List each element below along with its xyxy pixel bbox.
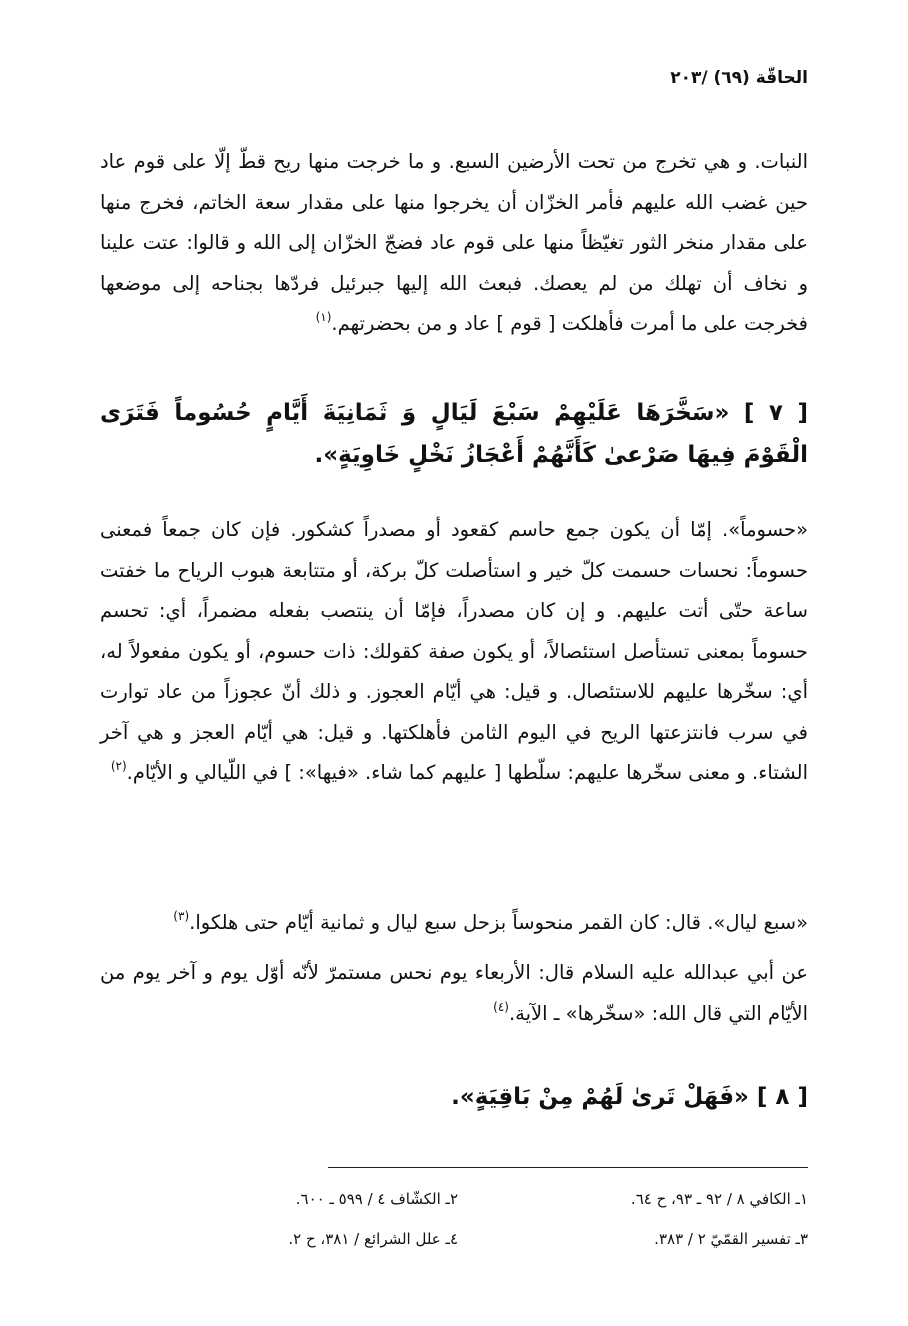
paragraph-husuman: «حسوماً». إمّا أن يكون جمع حاسم كقعود أو مصدراً كشكور. فإن كان جمعاً فمعنى حسوماً: نحسات حسمت كلّ خير و استأصلت كلّ بركة، أو متتابعة هبوب الرياح ما خفتت ساعة حتّى أتت عليهم. و إن كان مصدراً، فإمّا أن ينتصب بفعله مضمراً، أي: تحسم حسوماً بمعنى تستأصل استئصالاً، أو يكون صفة كقولك: ذات حسوم، أو يكون مفعولاً له، أي: سخّرها عليهم للاستئصال. و قيل: هي أيّام العجوز. و ذلك أنّ عجوزاً من عاد توارت في سرب فانتزعتها الريح في اليوم الثامن فأهلكتها. و قيل: هي أيّام العجز و هي آخر الشتاء. و معنى سخّرها عليهم: سلّطها [ عليهم كما شاء. «فيها»: ] في اللّيالي و الأيّام.$^{(٢)}$ bbox=[100, 518, 808, 784]
commentary-sab-layal bbox=[100, 903, 808, 944]
running-header: الحاقّة (٦٩) /٢٠٣ bbox=[670, 68, 808, 88]
footnote-marker: (٤) bbox=[493, 999, 509, 1014]
commentary-husuman bbox=[100, 510, 808, 794]
verse-7: [ ٧ ] «سَخَّرَهَا عَلَيْهِمْ سَبْعَ لَيَالٍ وَ ثَمَانِيَةَ أَيَّامٍ حُسُوماً فَتَرَى الْقَوْمَ فِيهَا صَرْعىٰ كَأَنَّهُمْ أَعْجَازُ نَخْلٍ خَاوِيَةٍ». bbox=[100, 400, 808, 468]
verse-8: [ ٨ ] «فَهَلْ تَرىٰ لَهُمْ مِنْ بَاقِيَةٍ». bbox=[451, 1084, 808, 1110]
footnote-2: ٢ـ الكشّاف ٤ / ٥٩٩ ـ ٦٠٠. bbox=[295, 1190, 458, 1208]
paragraph-continuation: النبات. و هي تخرج من تحت الأرضين السبع. و ما خرجت منها ريح قطّ إلّا على قوم عاد حين غضب الله عليهم فأمر الخزّان أن يخرجوا منها على مقدار سعة الخاتم، فخرج منها على مقدار منخر الثور تغيّظاً منها على قوم عاد فضجّ الخزّان إلى الله و قالوا: عتت علينا و نخاف أن تهلك من لم يعصك. فبعث الله إليها جبرئيل فردّها بجناحه إلى موضعها فخرجت على ما أمرت فأهلكت [ قوم ] عاد و من بحضرتهم.$^{(١)}$ bbox=[100, 150, 808, 335]
hadith-arbiaa bbox=[100, 953, 808, 1034]
body-text bbox=[100, 142, 808, 345]
paragraph-hadith: عن أبي عبدالله عليه السلام قال: الأربعاء يوم نحس مستمرّ لأنّه أوّل يوم و آخر يوم من الأيّام التي قال الله: «سخّرها» ـ الآية.$^{(٤)}$ bbox=[100, 961, 808, 1025]
footnote-marker: (١) bbox=[315, 310, 332, 324]
footnote-marker: (٢) bbox=[110, 759, 127, 773]
footnote-divider bbox=[328, 1167, 808, 1168]
footnote-3: ٣ـ تفسير القمّيّ ٢ / ٣٨٣. bbox=[654, 1230, 808, 1248]
paragraph-sab-layal: «سبع ليال». قال: كان القمر منحوساً بزحل سبع ليال و ثمانية أيّام حتى هلكوا.$^{(٣)}$ bbox=[173, 909, 808, 934]
footnote-1: ١ـ الكافي ٨ / ٩٢ ـ ٩٣، ح ٦٤. bbox=[630, 1190, 808, 1208]
footnote-marker: (٣) bbox=[173, 909, 190, 923]
footnote-4: ٤ـ علل الشرائع / ٣٨١، ح ٢. bbox=[288, 1230, 458, 1248]
